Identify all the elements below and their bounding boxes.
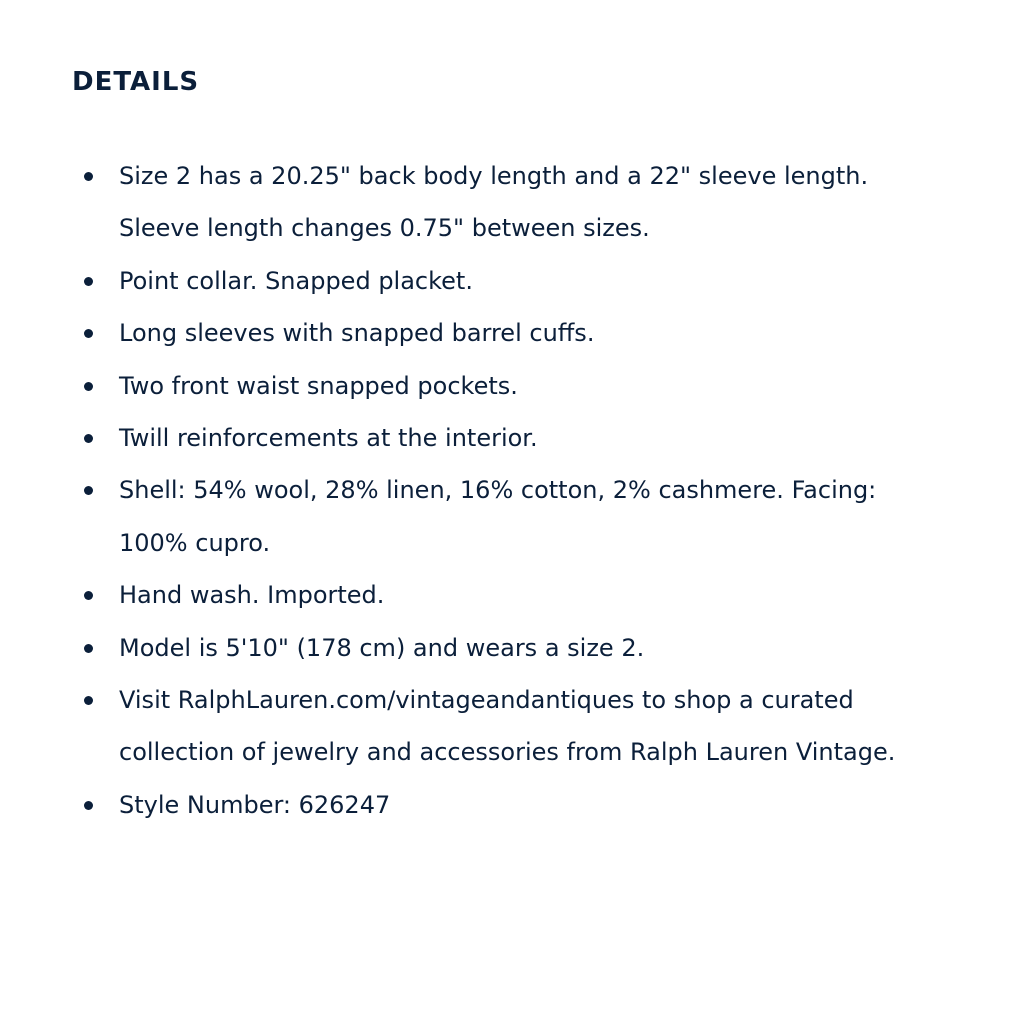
details-item-line: Model is 5'10" (178 cm) and wears a size 2. — [119, 633, 645, 662]
details-item-line: Sleeve length changes 0.75" between sizes. — [119, 214, 650, 243]
bullet-icon — [84, 696, 93, 705]
bullet-icon — [84, 801, 93, 810]
details-item-collar — [72, 255, 972, 307]
details-item-text — [119, 464, 972, 569]
bullet-icon — [84, 591, 93, 600]
details-item-text — [119, 150, 972, 255]
details-section — [72, 66, 972, 819]
details-item-text — [119, 569, 972, 621]
details-item-line: Visit RalphLauren.com/vintageandantiques to shop a curated — [119, 686, 854, 715]
bullet-icon — [84, 277, 93, 286]
details-item-line: Long sleeves with snapped barrel cuffs. — [119, 319, 595, 348]
details-item-reinforcements — [72, 412, 972, 464]
details-item-vintage — [72, 674, 972, 779]
bullet-icon — [84, 382, 93, 391]
details-item-care — [72, 569, 972, 621]
details-item-line: Twill reinforcements at the interior. — [119, 424, 538, 453]
details-item-line: collection of jewelry and accessories from Ralph Lauren Vintage. — [119, 738, 896, 767]
details-item-text — [119, 674, 972, 779]
details-item-size — [72, 150, 972, 255]
details-item-text — [119, 255, 972, 307]
details-item-line: Hand wash. Imported. — [119, 581, 385, 610]
details-item-materials — [72, 464, 972, 569]
bullet-icon — [84, 434, 93, 443]
details-item-text — [119, 307, 972, 359]
details-item-pockets — [72, 360, 972, 412]
details-item-line: Shell: 54% wool, 28% linen, 16% cotton, 2% cashmere. Facing: — [119, 476, 877, 505]
bullet-icon — [84, 172, 93, 181]
details-item-text — [119, 360, 972, 412]
details-item-text — [119, 622, 972, 674]
details-item-line: Style Number: 626247 — [119, 790, 391, 819]
details-item-line: Point collar. Snapped placket. — [119, 266, 473, 295]
details-title: DETAILS — [72, 67, 200, 97]
bullet-icon — [84, 644, 93, 653]
details-item-text — [119, 412, 972, 464]
details-item-model — [72, 622, 972, 674]
details-item-style-number — [72, 779, 972, 831]
details-item-line: 100% cupro. — [119, 528, 271, 557]
details-list — [72, 150, 972, 831]
bullet-icon — [84, 486, 93, 495]
details-item-text — [119, 779, 972, 831]
details-item-line: Two front waist snapped pockets. — [119, 371, 518, 400]
bullet-icon — [84, 329, 93, 338]
details-item-line: Size 2 has a 20.25" back body length and a 22" sleeve length. — [119, 162, 869, 190]
details-item-sleeves — [72, 307, 972, 359]
